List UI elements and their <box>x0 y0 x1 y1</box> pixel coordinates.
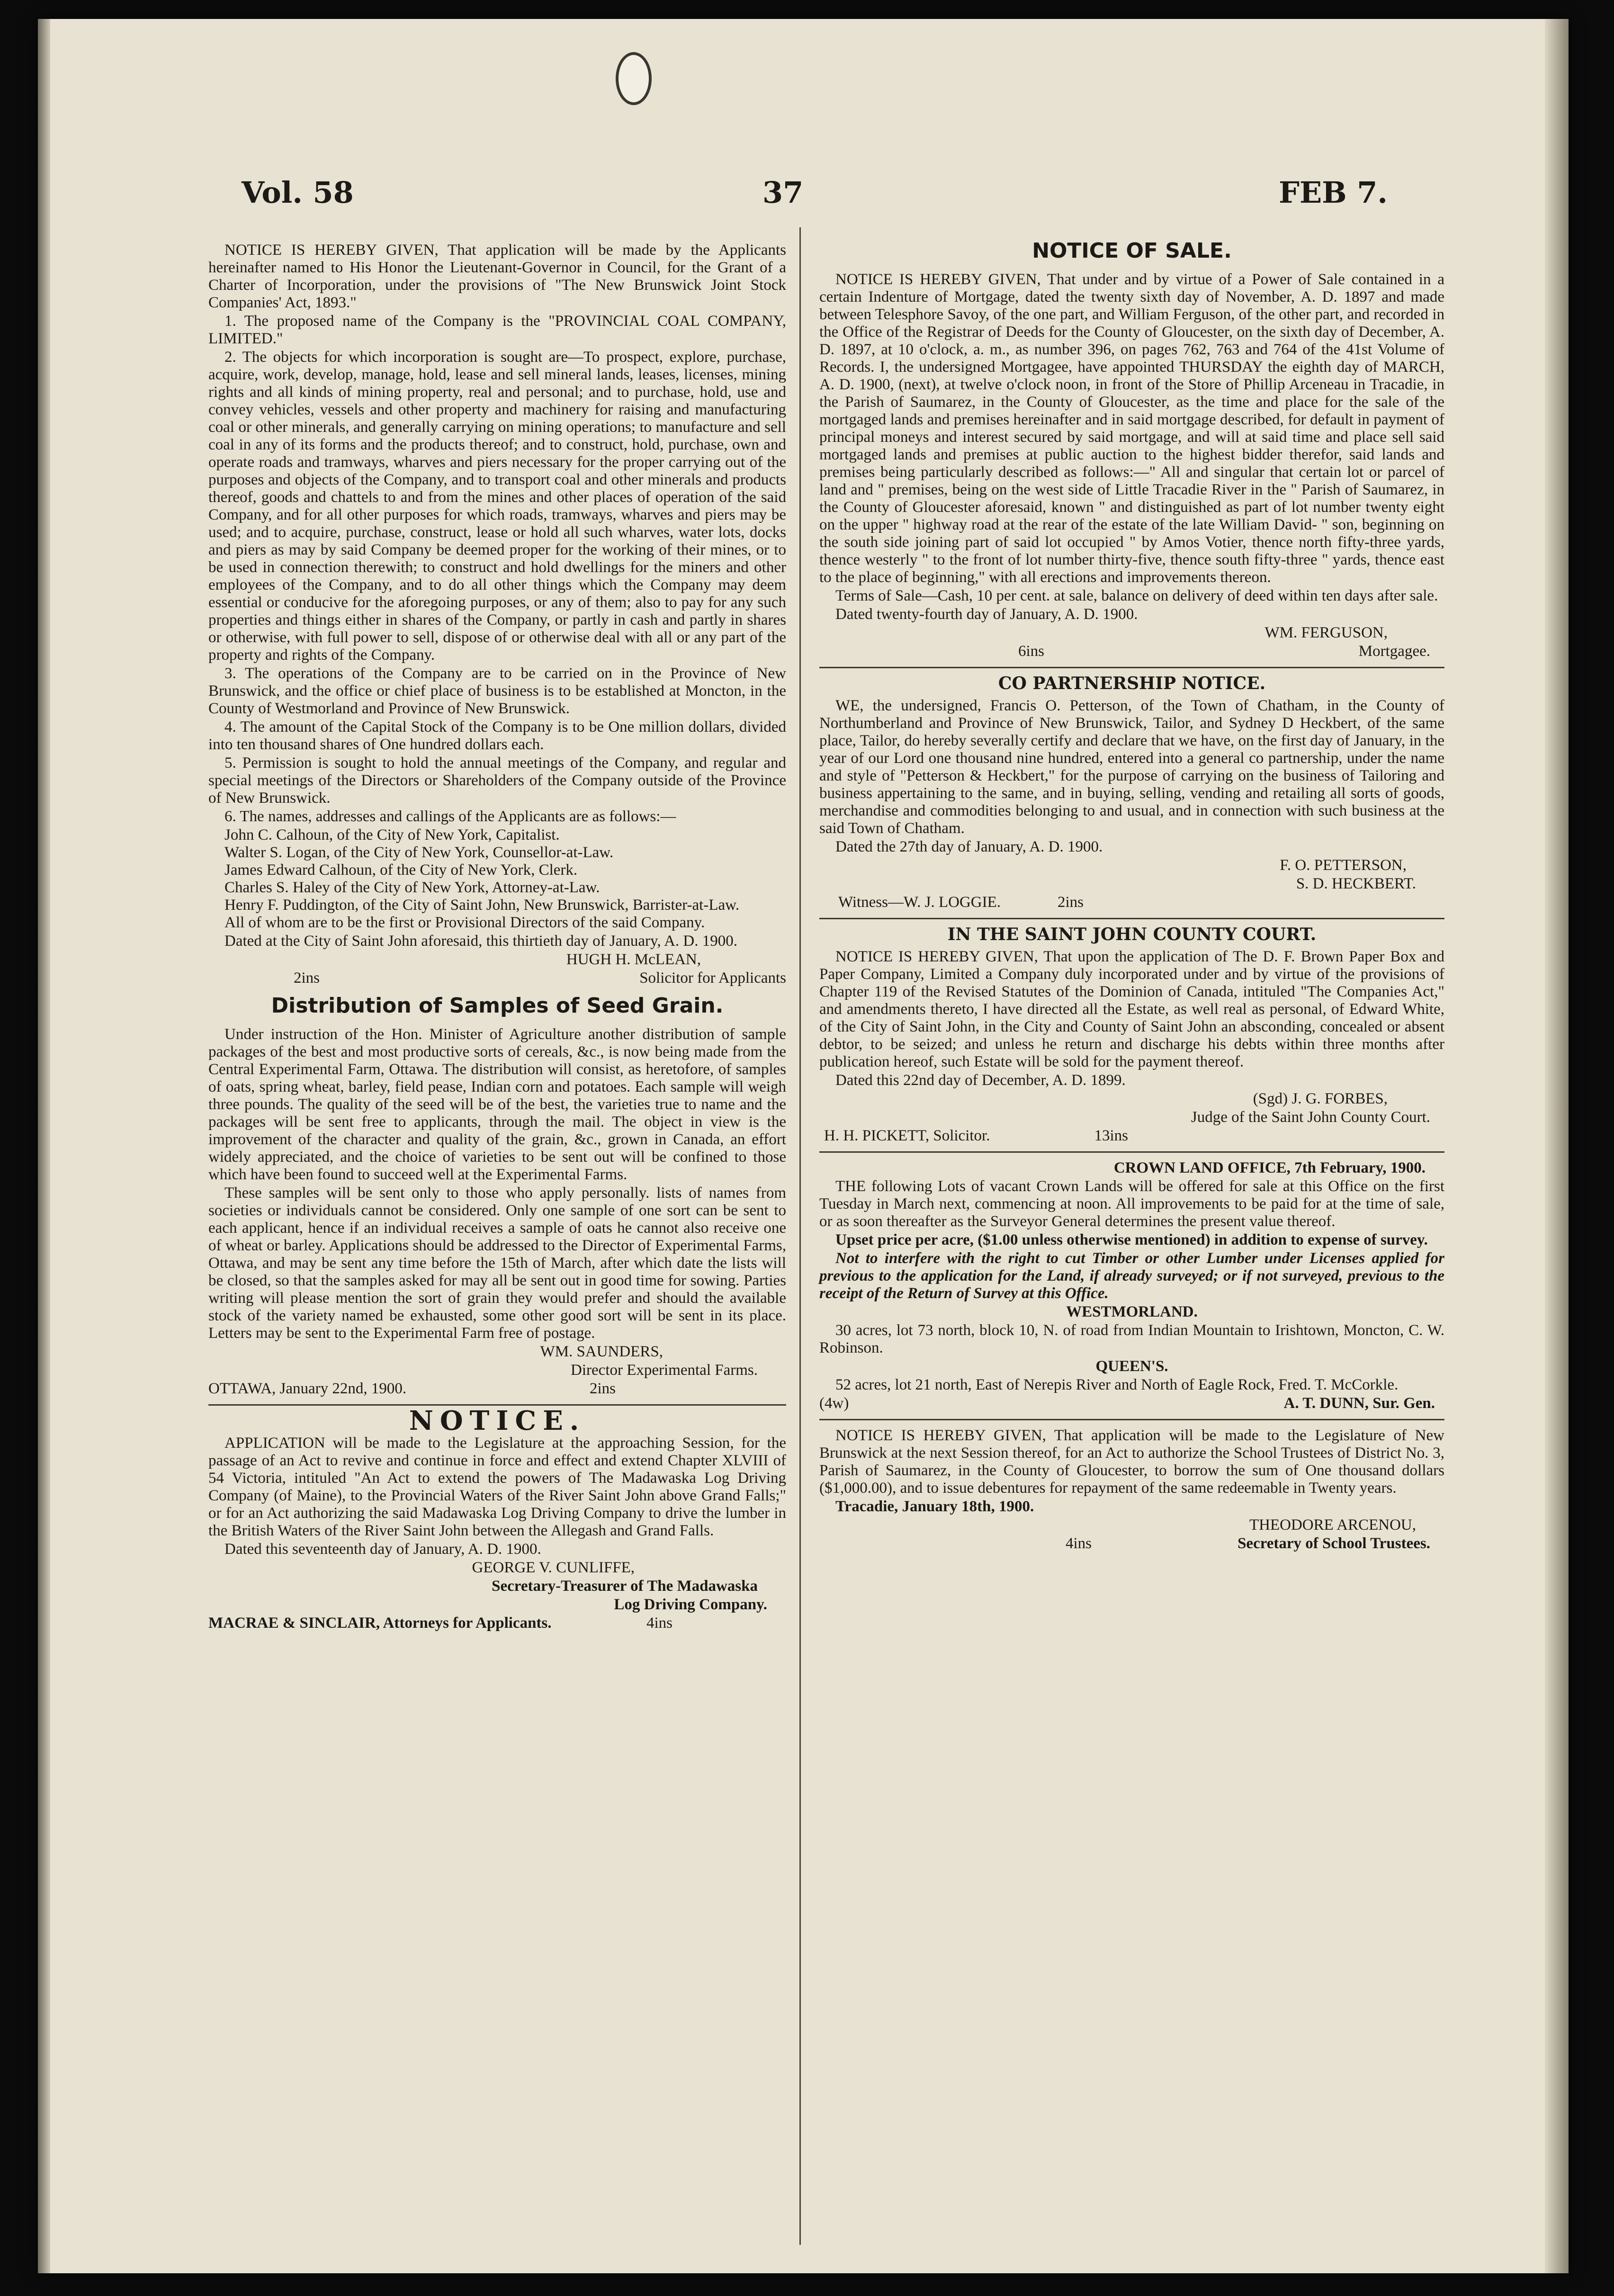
page-edge <box>1545 19 1569 2273</box>
crown-land-notice <box>819 1159 1444 1412</box>
signature-name: HUGH H. McLEAN, <box>566 951 701 968</box>
insertion-count: (4w) <box>819 1395 849 1412</box>
signature-name: S. D. HECKBERT. <box>1296 875 1416 892</box>
witness-line: Witness—W. J. LOGGIE. <box>838 894 1001 911</box>
signature-line <box>819 1535 1444 1552</box>
insertion-count: 4ins <box>646 1614 672 1632</box>
section-heading: Distribution of Samples of Seed Grain. <box>271 994 724 1018</box>
provincial-coal-notice <box>208 242 786 987</box>
copartnership-notice <box>819 675 1444 911</box>
notice-paragraph: WE, the undersigned, Francis O. Petterson, of the Town of Chatham, in the County of Northumberland and Province of New Brunswick, Tailor, and Sydney D Heckbert, of the same place, Tailor, do hereby severally certify and declare that we have, on the first day of January, in the year of our Lord one thousand nine hundred, entered into a general co partnership, under the name and style of "Petterson & Heckbert," for the purpose of carrying on the business of Tailoring and business appertaining to the same, and in buying, selling, vending and retailing all sorts of goods, merchandise and commodities belonging to and usual, and in connection with such business at the said Town of Chatham. <box>819 697 1444 837</box>
lot-listing: 52 acres, lot 21 north, East of Nerepis River and North of Eagle Rock, Fred. T. McCorkle. <box>835 1376 1399 1393</box>
applicant-item: Walter S. Logan, of the City of New York, Counsellor-at-Law. <box>224 844 614 861</box>
lot-listing: 30 acres, lot 73 north, block 10, N. of road from Indian Mountain to Irishtown, Moncton, C. W. Robinson. <box>819 1322 1444 1356</box>
notice-paragraph: APPLICATION will be made to the Legislature at the approaching Session, for the passage of an Act to revive and continue in force and effect and extend Chapter XLVIII of 54 Victoria, intituled "An Act to extend the powers of The Madawaska Log Driving Company (of Maine), to the Provincial Waters of the River Saint John above Grand Falls;" or for an Act authorizing the said Madawaska Log Driving Company to drive the lumber in the British Waters of the River Saint John between the Allegash and Grand Falls. <box>208 1435 786 1539</box>
newspaper-page <box>38 19 1569 2273</box>
notice-paragraph: 6. The names, addresses and callings of the Applicants are as follows:— <box>224 808 676 825</box>
notice-paragraph: NOTICE IS HEREBY GIVEN, That application will be made to the Legislature of New Brunswick at the next Session thereof, for an Act to authorize the School Trustees of District No. 3, Parish of Saumarez, in the County of Gloucester, to borrow the sum of One thousand dollars ($1,000.00), and to issue debentures for repayment of the same redeemable in Twenty years. <box>819 1427 1444 1497</box>
notice-paragraph: Dated this 22nd day of December, A. D. 1899. <box>835 1072 1126 1089</box>
right-column <box>819 239 1444 1553</box>
county-court-notice <box>819 926 1444 1145</box>
applicant-item: John C. Calhoun, of the City of New York, Capitalist. <box>224 826 560 843</box>
attorneys-row <box>208 1614 786 1632</box>
notice-of-sale <box>819 238 1444 660</box>
left-column <box>208 242 786 1633</box>
insertion-count: 4ins <box>1066 1535 1092 1552</box>
column-divider <box>799 227 801 2245</box>
signature-line <box>819 1395 1444 1412</box>
section-rule <box>819 918 1444 919</box>
notice-paragraph: 1. The proposed name of the Company is the "PROVINCIAL COAL COMPANY, LIMITED." <box>208 313 786 347</box>
notice-paragraph: Dated this seventeenth day of January, A. D. 1900. <box>224 1541 541 1558</box>
insertion-count: 2ins <box>294 969 320 987</box>
binding-spine <box>38 19 50 2273</box>
notice-paragraph: NOTICE IS HEREBY GIVEN, That upon the application of The D. F. Brown Paper Box and Paper Company, Limited a Company duly incorporated under and by virtue of the provisions of Chapter 119 of the Revised Statutes of the Dominion of Canada, intituled "The Companies Act," and amendments thereto, I have directed all the Estate, as well real as personal, of Edward White, of the City of Saint John, in the City and County of Saint John an absconding, concealed or absent debtor, to be seized; and unless he return and discharge his debts within three months after publication hereof, such Estate will be sold for the payment thereof. <box>819 948 1444 1070</box>
dateline: Tracadie, January 18th, 1900. <box>835 1498 1034 1515</box>
insertion-count: 6ins <box>1018 643 1045 660</box>
notice-paragraph: Dated twenty-fourth day of January, A. D. 1900. <box>835 606 1138 623</box>
signature-title: Mortgagee. <box>1358 643 1430 660</box>
madawaska-notice <box>208 1405 786 1632</box>
notice-paragraph: Terms of Sale—Cash, 10 per cent. at sale, balance on delivery of deed within ten days after sale. <box>835 587 1438 604</box>
signature-name: GEORGE V. CUNLIFFE, <box>472 1559 635 1576</box>
section-rule <box>819 1419 1444 1420</box>
signature-name: WM. FERGUSON, <box>1264 624 1388 641</box>
signature-title: Director Experimental Farms. <box>571 1362 758 1379</box>
signature-name: F. O. PETTERSON, <box>1280 857 1407 874</box>
issue-date: FEB 7. <box>1279 175 1388 210</box>
signature-title: Secretary of School Trustees. <box>1237 1535 1430 1552</box>
volume-label: Vol. 58 <box>242 175 354 210</box>
page-number: 37 <box>762 175 804 210</box>
notice-paragraph: NOTICE IS HEREBY GIVEN, That under and by virtue of a Power of Sale contained in a certain Indenture of Mortgage, dated the twenty sixth day of November, A. D. 1897 and made between Telesphore Savoy, of the one part, and William Ferguson, of the other part, and recorded in the Office of the Registrar of Deeds for the County of Gloucester, on the sixth day of December, A. D. 1897, at 10 o'clock, a. m., as number 396, on pages 762, 763 and 764 of the 41st Volume of Records. I, the undersigned Mortgagee, have appointed THURSDAY the eighth day of MARCH, A. D. 1900, (next), at twelve o'clock noon, in front of the Store of Phillip Arceneau in Tracadie, in the Parish of Saumarez, in the County of Gloucester, as the time and place for the sale of the mortgaged lands and premises hereinafter and in said mortgage described, for default in payment of principal moneys and interest secured by said mortgage, and will at said time and place sell said mortgaged lands and premises at public auction to the highest bidder therefor, said lands and premises being particularly described as follows:—" All and singular that certain lot or parcel of land and " premises, being on the west side of Little Tracadie River in the " Parish of Saumarez, in the County of Gloucester aforesaid, known " and distinguished as part of lot number twenty eight on the upper " highway road at the rear of the estate of the late William David- " son, beginning on the south side joining part of said lot occupied " by Amos Votier, thence north fifty-three yards, thence westerly " to the front of lot number thirty-five, thence south fifty-three " yards, thence east to the place of beginning," with all erections and improvements thereon. <box>819 271 1444 586</box>
county-heading: QUEEN'S. <box>1095 1358 1168 1375</box>
signature-name: (Sgd) J. G. FORBES, <box>1253 1090 1388 1107</box>
notice-paragraph: 5. Permission is sought to hold the annual meetings of the Company, and regular and special meetings of the Directors or Shareholders of the Company outside of the Province of New Brunswick. <box>208 754 786 807</box>
witness-row <box>819 894 1444 911</box>
insertion-count: 13ins <box>1094 1127 1128 1144</box>
solicitor-row <box>819 1127 1444 1145</box>
county-heading: WESTMORLAND. <box>1066 1303 1198 1320</box>
signature-name: A. T. DUNN, Sur. Gen. <box>1283 1395 1435 1412</box>
signature-title: Log Driving Company. <box>614 1596 767 1613</box>
signature-name: THEODORE ARCENOU, <box>1249 1516 1416 1534</box>
dateline: CROWN LAND OFFICE, 7th February, 1900. <box>1113 1159 1426 1176</box>
notice-paragraph: Dated the 27th day of January, A. D. 1900. <box>835 838 1103 855</box>
signature-line <box>208 969 786 987</box>
signature-title: Solicitor for Applicants <box>639 969 786 987</box>
notice-paragraph: 2. The objects for which incorporation is sought are—To prospect, explore, purchase, acquire, work, develop, manage, hold, lease and sell mineral lands, leases, licenses, mining rights and all kinds of mining property, real and personal; and to purchase, hold, use and convey vehicles, vessels and other property and machinery for raising and manufacturing coal or other minerals, and generally carrying on mining operations; to manufacture and sell coal in any of its forms and the products thereof; and to construct, hold, purchase, own and operate roads and tramways, wharves and piers necessary for the proper carrying out of the purposes and objects of the Company, and to transport coal and other minerals and products thereof, goods and chattels to and from the mines and other places of operation of the said Company, and for all other purposes for which roads, tramways, wharves and piers may be used; and to acquire, purchase, construct, lease or hold all such wharves, water lots, docks and piers as may by said Company be deemed proper for the working of their mines, or to be used in connection therewith; to construct and hold dwellings for the miners and other employees of the Company, and to do all other things which the Company may deem essential or conducive for the aforegoing purposes, or any of them; also to pay for any such properties and things either in shares of the Company, or partly in cash and partly in shares or otherwise, with full power to sell, dispose of or otherwise deal with all or any part of the property and rights of the Company. <box>208 349 786 664</box>
seed-grain-notice <box>208 993 786 1398</box>
signature-line <box>819 643 1444 660</box>
section-heading: NOTICE OF SALE. <box>1032 239 1232 263</box>
notice-paragraph: 4. The amount of the Capital Stock of the Company is to be One million dollars, divided into ten thousand shares of One hundred dollars each. <box>208 718 786 753</box>
dateline: OTTAWA, January 22nd, 1900. <box>208 1380 407 1397</box>
applicant-item: James Edward Calhoun, of the City of New York, Clerk. <box>224 861 578 879</box>
notice-paragraph: Dated at the City of Saint John aforesaid, this thirtieth day of January, A. D. 1900. <box>224 933 737 950</box>
notice-paragraph: Under instruction of the Hon. Minister of Agriculture another distribution of sample packages of the best and most productive sorts of cereals, &c., is now being made from the Central Experimental Farm, Ottawa. The distribution will consist, as heretofore, of samples of oats, spring wheat, barley, field pease, Indian corn and potatoes. Each sample will weigh three pounds. The quality of the seed will be of the best, the varieties true to name and the packages will be sent free to applicants, through the mail. The object in view is the improvement of the character and quality of the grain, &c., grown in Canada, an effort widely appreciated, and the choice of varieties to be sent out will be confined to those which have been found to succeed well at the Experimental Farms. <box>208 1026 786 1183</box>
notice-paragraph: Upset price per acre, ($1.00 unless otherwise mentioned) in addition to expense of survey. <box>835 1231 1428 1248</box>
signature-name: WM. SAUNDERS, <box>540 1343 663 1360</box>
solicitor-line: H. H. PICKETT, Solicitor. <box>824 1127 990 1144</box>
section-rule <box>819 667 1444 668</box>
applicant-item: Henry F. Puddington, of the City of Saint John, New Brunswick, Barrister-at-Law. <box>224 897 740 914</box>
insertion-count: 2ins <box>589 1380 616 1397</box>
notice-paragraph: Not to interfere with the right to cut Timber or other Lumber under Licenses applied for previous to the application for the Land, if already surveyed; or if not surveyed, previous to the receipt of the Return of Survey at this Office. <box>819 1250 1444 1302</box>
binding-hole <box>616 52 652 105</box>
section-rule <box>819 1151 1444 1153</box>
notice-paragraph: All of whom are to be the first or Provisional Directors of the said Company. <box>224 914 705 931</box>
section-heading: CO PARTNERSHIP NOTICE. <box>998 673 1266 693</box>
notice-paragraph: 3. The operations of the Company are to be carried on in the Province of New Brunswick, and the office or chief place of business is to be established at Moncton, in the County of Westmorland and Province of New Brunswick. <box>208 665 786 717</box>
attorneys-line: MACRAE & SINCLAIR, Attorneys for Applicants. <box>208 1614 552 1632</box>
applicant-item: Charles S. Haley of the City of New York, Attorney-at-Law. <box>224 879 600 896</box>
signature-title: Secretary-Treasurer of The Madawaska <box>492 1578 758 1595</box>
insertion-count: 2ins <box>1058 894 1084 911</box>
notice-paragraph: These samples will be sent only to those who apply personally. lists of names from societies or individuals cannot be considered. Only one sample of one sort can be sent to each applicant, hence if an individual receives a sample of oats he cannot also receive one of wheat or barley. Applications should be addressed to the Director of Experimental Farms, Ottawa, and may be sent any time before the 15th of March, after which date the lists will be closed, so that the samples asked for may all be sent out in good time for sowing. Parties writing will please mention the sort of grain they would prefer and should the available stock of the variety named be exhausted, some other good sort will be sent in its place. Letters may be sent to the Experimental Farm free of postage. <box>208 1184 786 1342</box>
dateline-row <box>208 1380 786 1398</box>
school-trustees-notice <box>819 1427 1444 1552</box>
section-heading: NOTICE. <box>409 1405 586 1436</box>
signature-title: Judge of the Saint John County Court. <box>1191 1109 1430 1126</box>
section-heading: IN THE SAINT JOHN COUNTY COURT. <box>947 924 1317 944</box>
notice-paragraph: THE following Lots of vacant Crown Lands will be offered for sale at this Office on the first Tuesday in March next, commencing at noon. All improvements to be paid for at the time of sale, or as soon thereafter as the Surveyor General determines the present value thereof. <box>819 1178 1444 1230</box>
notice-paragraph: NOTICE IS HEREBY GIVEN, That application will be made by the Applicants hereinafter named to His Honor the Lieutenant-Governor in Council, for the Grant of a Charter of Incorporation, under the provisions of "The New Brunswick Joint Stock Companies' Act, 1893." <box>208 242 786 311</box>
